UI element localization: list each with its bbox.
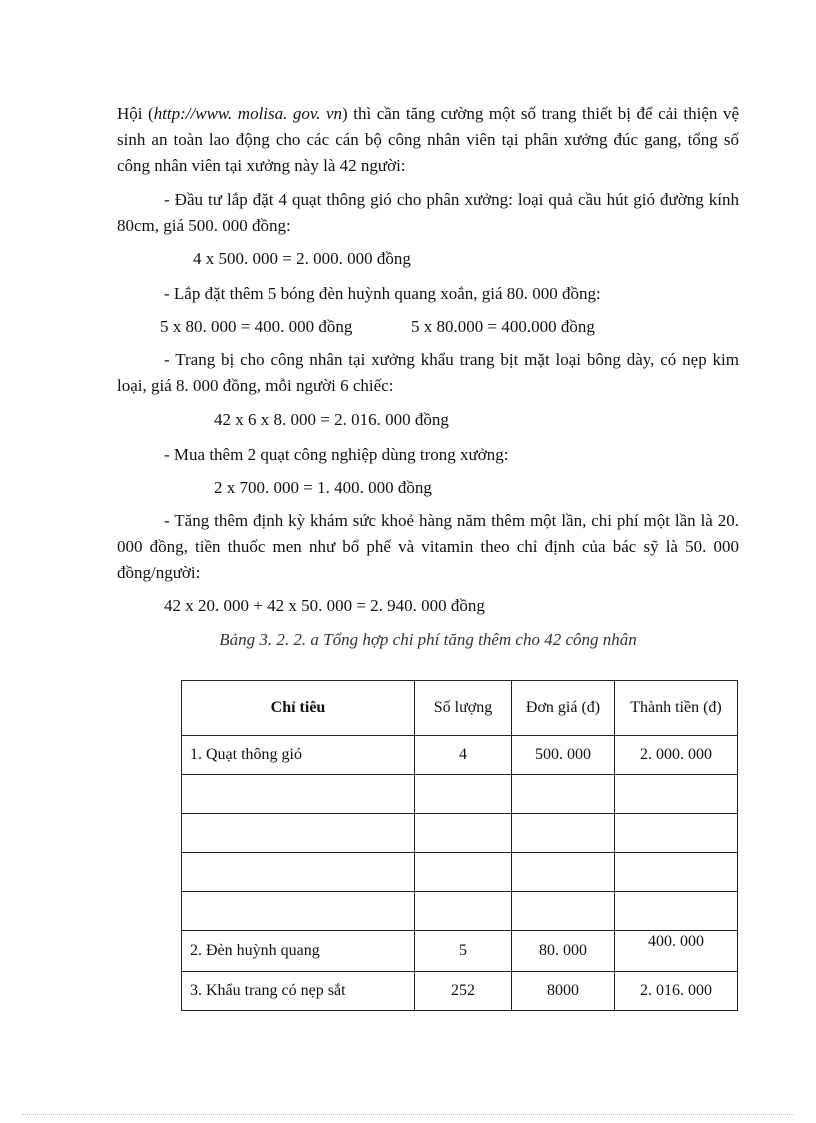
cell-quantity <box>415 775 512 814</box>
cell-quantity: 4 <box>415 736 512 775</box>
page-bottom-divider <box>22 1114 794 1115</box>
header-total: Thành tiền (đ) <box>615 681 738 736</box>
cell-quantity <box>415 892 512 931</box>
item4-calc: 2 x 700. 000 = 1. 400. 000 đồng <box>214 478 432 497</box>
table-row <box>182 892 738 931</box>
cell-unit-price: 500. 000 <box>512 736 615 775</box>
cell-unit-price <box>512 775 615 814</box>
cell-quantity: 5 <box>415 931 512 972</box>
header-quantity: Số lượng <box>415 681 512 736</box>
item2-calc-b: 5 x 80.000 = 400.000 đồng <box>411 317 595 336</box>
cell-total: 2. 000. 000 <box>615 736 738 775</box>
item2-paragraph: - Lắp đặt thêm 5 bóng đèn huỳnh quang xoắn, giá 80. 000 đồng: <box>164 284 601 303</box>
cell-quantity <box>415 853 512 892</box>
cell-unit-price: 8000 <box>512 972 615 1011</box>
cell-total <box>615 892 738 931</box>
item1-paragraph: - Đầu tư lắp đặt 4 quạt thông gió cho phân xưởng: loại quả cầu hút gió đường kính 80cm, giá 500. 000 đồng: <box>117 190 739 235</box>
item4-paragraph: - Mua thêm 2 quạt công nghiệp dùng trong xưởng: <box>164 445 509 464</box>
cell-total: 2. 016. 000 <box>615 972 738 1011</box>
item2-calc-a: 5 x 80. 000 = 400. 000 đồng <box>160 317 353 336</box>
intro-url: http://www. molisa. gov. vn <box>153 104 343 123</box>
table-row <box>182 931 738 972</box>
table-row <box>182 775 738 814</box>
cell-quantity <box>415 814 512 853</box>
table-caption: Bảng 3. 2. 2. a Tổng hợp chi phí tăng thêm cho 42 công nhân <box>219 630 637 649</box>
cell-unit-price <box>512 892 615 931</box>
item1-calc: 4 x 500. 000 = 2. 000. 000 đồng <box>193 249 411 268</box>
cell-criteria <box>182 814 415 853</box>
cell-quantity: 252 <box>415 972 512 1011</box>
item3-calc: 42 x 6 x 8. 000 = 2. 016. 000 đồng <box>214 410 449 429</box>
header-criteria: Chỉ tiêu <box>182 681 415 736</box>
intro-prefix: Hội ( <box>117 104 154 123</box>
table-row <box>182 814 738 853</box>
cell-unit-price: 80. 000 <box>512 931 615 972</box>
item3-paragraph: - Trang bị cho công nhân tại xưởng khẩu trang bịt mặt loại bông dày, có nẹp kim loại, giá 8. 000 đồng, mỗi người 6 chiếc: <box>117 350 739 395</box>
cell-criteria <box>182 853 415 892</box>
intro-suffix: ) thì cần tăng cường một số trang thiết bị để cải thiện vệ sinh an toàn lao động cho các cán bộ công nhân viên tại phân xưởng đúc gang, tổng số công nhân viên tại xưởng này là 42 người: <box>117 104 739 175</box>
item5-calc: 42 x 20. 000 + 42 x 50. 000 = 2. 940. 000 đồng <box>164 596 485 615</box>
table-header-row <box>182 681 738 736</box>
header-unit-price: Đơn giá (đ) <box>512 681 615 736</box>
cell-unit-price <box>512 814 615 853</box>
cell-criteria <box>182 892 415 931</box>
cell-criteria: 3. Khẩu trang có nẹp sắt <box>182 972 415 1011</box>
cell-criteria: 1. Quạt thông gió <box>182 736 415 775</box>
item5-paragraph: - Tăng thêm định kỳ khám sức khoẻ hàng năm thêm một lần, chi phí một lần là 20. 000 đồng, tiền thuốc men như bổ phế và vitamin theo chỉ định của bác sỹ là 50. 000 đồng/người: <box>117 511 739 582</box>
cell-criteria: 2. Đèn huỳnh quang <box>182 931 415 972</box>
cost-summary-table <box>181 680 738 1011</box>
cell-criteria <box>182 775 415 814</box>
cell-total <box>615 853 738 892</box>
cell-unit-price <box>512 853 615 892</box>
cell-total <box>615 775 738 814</box>
table-row <box>182 736 738 775</box>
table-row <box>182 972 738 1011</box>
intro-paragraph <box>117 101 739 179</box>
cell-total: 400. 000 <box>615 931 738 972</box>
table-row <box>182 853 738 892</box>
cell-total <box>615 814 738 853</box>
